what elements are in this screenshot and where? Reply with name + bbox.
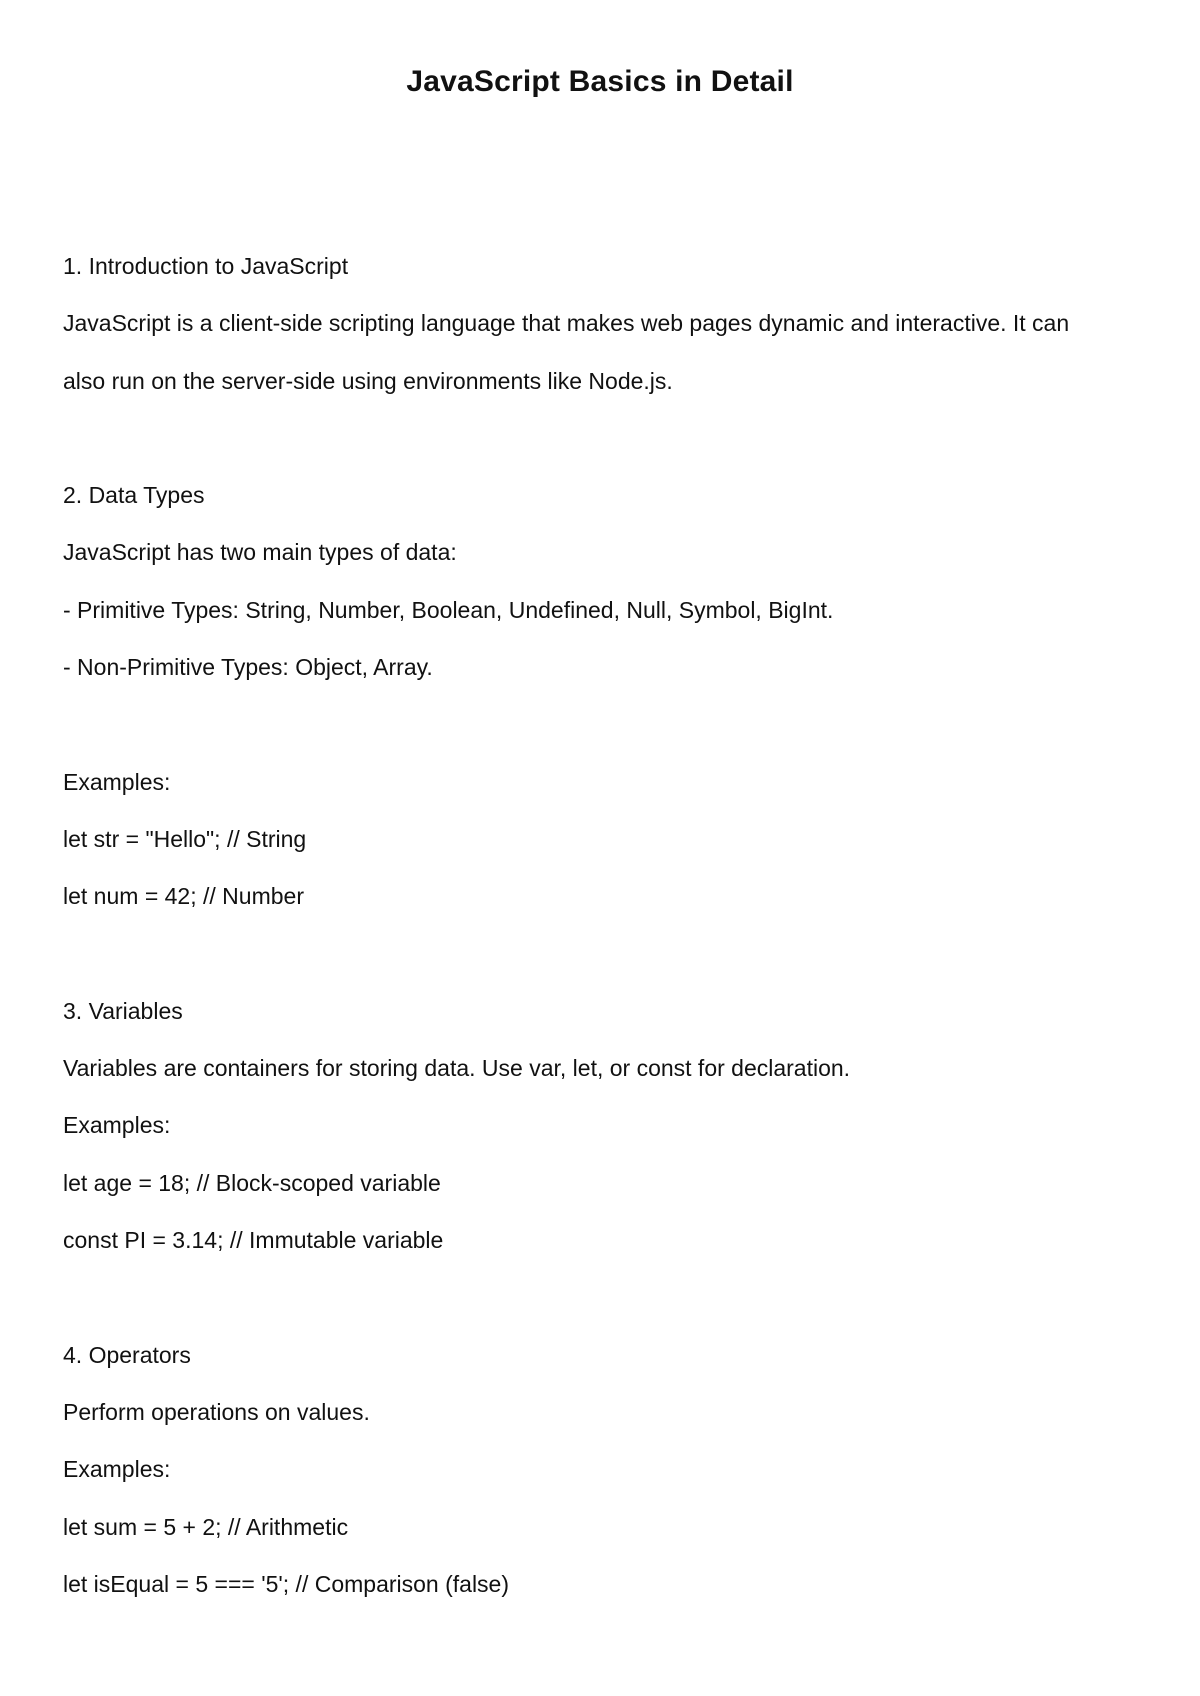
code-example: const PI = 3.14; // Immutable variable [63, 1227, 444, 1254]
paragraph-line: Perform operations on values. [63, 1398, 370, 1425]
paragraph-line: JavaScript has two main types of data: [63, 539, 457, 566]
list-item: - Non-Primitive Types: Object, Array. [63, 654, 433, 681]
code-example: let age = 18; // Block-scoped variable [63, 1169, 441, 1196]
paragraph-line: JavaScript is a client-side scripting language that makes web pages dynamic and interactive. It can [63, 310, 1070, 337]
section-heading-data-types: 2. Data Types [63, 482, 205, 509]
examples-label: Examples: [63, 768, 171, 795]
section-spacer [63, 696, 1153, 753]
section-heading-variables: 3. Variables [63, 997, 183, 1024]
section-spacer [63, 410, 1153, 467]
paragraph-line: Variables are containers for storing data. Use var, let, or const for declaration. [63, 1055, 851, 1082]
document-title: JavaScript Basics in Detail [406, 65, 794, 98]
section-heading-operators: 4. Operators [63, 1341, 191, 1368]
section-spacer [63, 926, 1153, 983]
section-heading-intro: 1. Introduction to JavaScript [63, 253, 349, 279]
code-example: let isEqual = 5 === '5'; // Comparison (false) [63, 1570, 510, 1597]
code-example: let num = 42; // Number [63, 883, 304, 910]
list-item: - Primitive Types: String, Number, Boolean, Undefined, Null, Symbol, BigInt. [63, 596, 834, 623]
code-example: let sum = 5 + 2; // Arithmetic [63, 1513, 349, 1540]
document-body [63, 238, 1153, 1613]
examples-label: Examples: [63, 1456, 171, 1483]
examples-label: Examples: [63, 1112, 171, 1139]
section-spacer [63, 1269, 1153, 1326]
code-example: let str = "Hello"; // String [63, 825, 307, 852]
paragraph-line: also run on the server-side using environments like Node.js. [63, 367, 673, 394]
